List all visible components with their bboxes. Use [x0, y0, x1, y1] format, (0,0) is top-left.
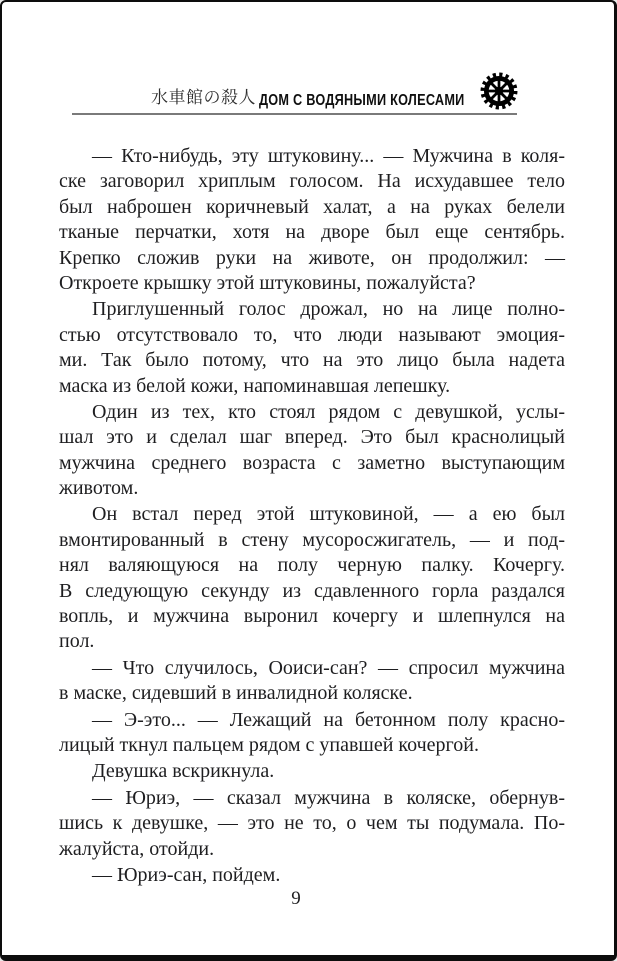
page-number: 9: [291, 888, 301, 909]
text-line: — Э-это... — Лежащий на бетонном полу красно-: [92, 708, 565, 731]
waterwheel-gear-icon: [480, 72, 518, 110]
paragraph: [59, 863, 565, 888]
text-line: Один из тех, кто стоял рядом с девушкой, услы-: [92, 400, 565, 423]
text-line: вмонтированный в стену мусоросжигатель, — и под-: [59, 528, 565, 551]
text-line: — Юриэ-сан, пойдем.: [92, 863, 281, 886]
page-body-text: [59, 144, 565, 889]
paragraph: [59, 400, 565, 502]
text-line: — Что случилось, Ооиси-сан? — спросил мужчина: [92, 656, 565, 679]
text-line: Крепко сложив руки на животе, он продолжил: —: [59, 246, 565, 269]
paragraph: [59, 502, 565, 654]
running-head-title: ДОМ С ВОДЯНЫМИ КОЛЕСАМИ: [259, 92, 465, 109]
text-line: пол.: [59, 630, 95, 653]
text-line: шись к девушке, — это не то, о чем ты подумала. По-: [59, 812, 565, 835]
paragraph: [59, 786, 565, 862]
text-line: ске заговорил хриплым голосом. На исхудавшее тело: [59, 170, 565, 193]
header-rule: [72, 113, 517, 115]
paragraph: [59, 759, 565, 784]
text-line: был наброшен коричневый халат, а на руках белели: [59, 195, 565, 218]
paragraph: [59, 708, 565, 759]
paragraph: [59, 297, 565, 399]
text-line: Он встал перед этой штуковиной, — а ею был: [92, 503, 565, 526]
text-line: В следующую секунду из сдавленного горла раздался: [59, 579, 565, 602]
text-line: животом.: [59, 477, 139, 500]
text-line: Приглушенный голос дрожал, но на лице полно-: [92, 298, 565, 321]
japanese-title: 水車館の殺人: [151, 88, 256, 108]
text-line: шал это и сделал шаг вперед. Это был краснолицый: [59, 426, 565, 449]
text-line: ми. Так было потому, что на это лицо была надета: [59, 349, 565, 372]
text-line: стью отсутствовало то, что люди называют эмоция-: [59, 323, 565, 346]
text-line: лицый ткнул пальцем рядом с упавшей кочергой.: [59, 733, 479, 756]
text-line: маска из белой кожи, напоминавшая лепешку.: [59, 374, 451, 397]
paragraph: [59, 144, 565, 296]
text-line: — Юриэ, — сказал мужчина в коляске, обернув-: [92, 786, 565, 809]
text-line: жалуйста, отойди.: [59, 837, 215, 860]
text-line: вопль, и мужчина выронил кочергу и шлепнулся на: [59, 605, 565, 628]
text-line: тканые перчатки, хотя на дворе был еще сентябрь.: [59, 221, 565, 244]
text-line: Откроете крышку этой штуковины, пожалуйста?: [59, 271, 476, 294]
paragraph: [59, 656, 565, 707]
text-line: — Кто-нибудь, эту штуковину... — Мужчина в коля-: [92, 145, 565, 167]
text-line: в маске, сидевший в инвалидной коляске.: [59, 682, 413, 705]
text-line: нял валяющуюся на полу черную палку. Кочергу.: [59, 554, 565, 577]
text-line: мужчина среднего возраста с заметно выступающим: [59, 451, 565, 474]
text-line: Девушка вскрикнула.: [92, 760, 275, 783]
